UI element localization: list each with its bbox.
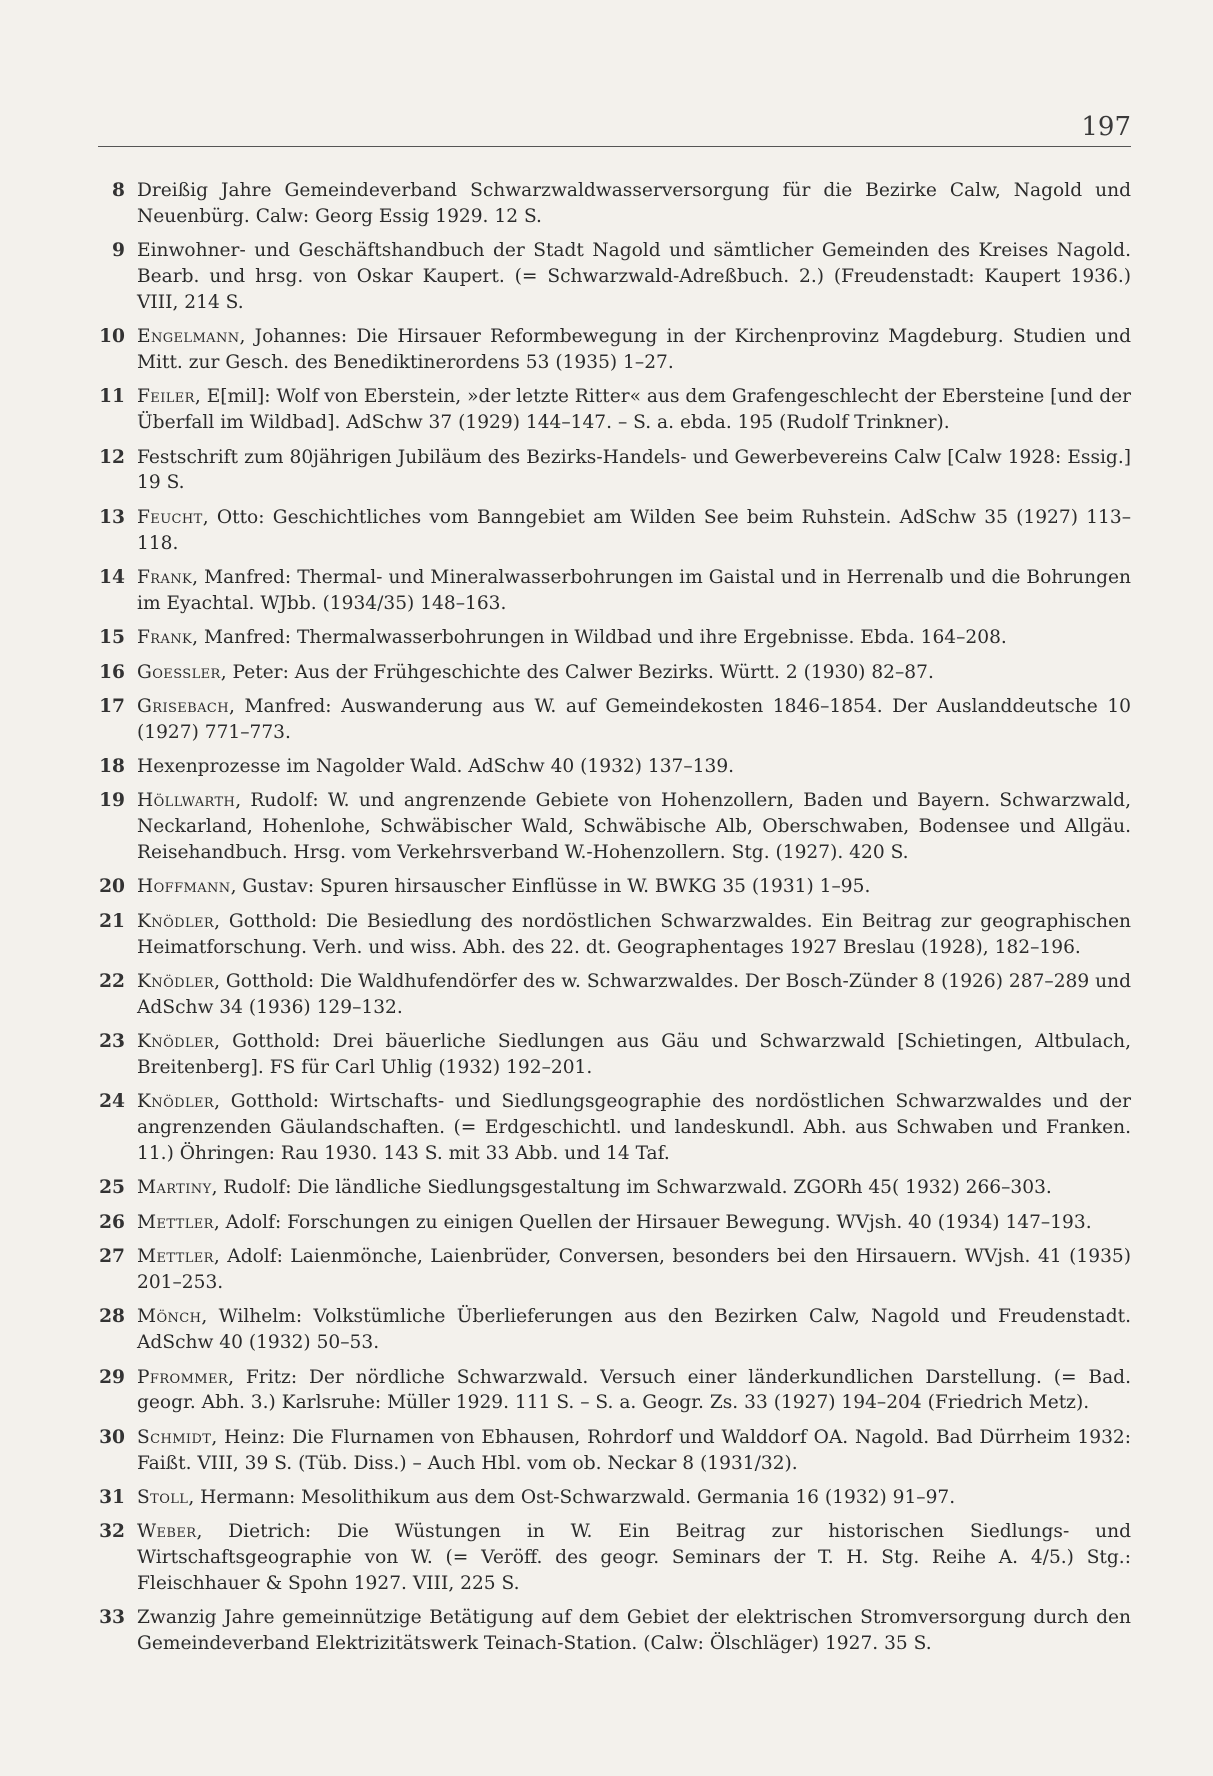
- entry-text: , Hermann: Mesolithikum aus dem Ost-Schwarzwald. Germania 16 (1932) 91–97.: [188, 1486, 956, 1508]
- bibliography-entry: [98, 874, 1131, 900]
- bibliography-entry: [98, 1244, 1131, 1296]
- entry-author: Frank: [137, 627, 193, 649]
- entry-text: Festschrift zum 80jährigen Jubiläum des Bezirks-Handels- und Gewerbevereins Calw [Calw 1928: Essig.] 19 S.: [137, 446, 1131, 494]
- entry-text: , Wilhelm: Volkstümliche Überlieferungen aus den Bezirken Calw, Nagold und Freudenstadt. AdSchw 40 (1932) 50–53.: [137, 1306, 1131, 1354]
- entry-number: 11: [99, 386, 125, 408]
- entry-text: , Heinz: Die Flurnamen von Ebhausen, Rohrdorf und Walddorf OA. Nagold. Bad Dürrheim 1932: Faißt. VIII, 39 S. (Tüb. Diss.) – Auch Hbl. vom ob. Neckar 8 (1931/32).: [137, 1426, 1131, 1474]
- entry-author: Feiler: [137, 386, 195, 408]
- entry-author: Feucht: [137, 506, 203, 528]
- entry-number: 8: [112, 180, 125, 201]
- bibliography-entry: [98, 625, 1131, 651]
- entry-number: 30: [99, 1426, 125, 1448]
- entry-number: 29: [99, 1366, 125, 1388]
- bibliography-entry: [98, 324, 1131, 376]
- entry-author: Hoffmann: [137, 876, 231, 898]
- entry-author: Höllwarth: [137, 790, 236, 812]
- entry-number: 20: [99, 876, 125, 898]
- entry-text: Dreißig Jahre Gemeindeverband Schwarzwaldwasserversorgung für die Bezirke Calw, Nagold und Neuenbürg. Calw: Georg Essig 1929. 12 S.: [137, 180, 1131, 227]
- entry-text: , Johannes: Die Hirsauer Reformbewegung in der Kirchenprovinz Magdeburg. Studien und Mitt. zur Gesch. des Benediktinerordens 53 (1935) 1–27.: [137, 326, 1131, 373]
- entry-text: Zwanzig Jahre gemeinnützige Betätigung auf dem Gebiet der elektrischen Stromversorgung durch den Gemeindeverband Elektrizitätswerk Teinach-Station. (Calw: Ölschläger) 1927. 35 S.: [137, 1607, 1131, 1655]
- entry-number: 21: [99, 910, 125, 932]
- entry-text: , Gotthold: Drei bäuerliche Siedlungen aus Gäu und Schwarzwald [Schietingen, Altbulach, Breitenberg]. FS für Carl Uhlig (1932) 192–201.: [137, 1031, 1131, 1079]
- bibliography-entry: [98, 445, 1131, 497]
- entry-text: , Gotthold: Wirtschafts- und Siedlungsgeographie des nordöstlichen Schwarzwaldes und der angrenzenden Gäulandschaften. (= Erdgeschichtl. und landeskundl. Abh. aus Schwaben und Franken. 11.) Öhringen: Rau 1930. 143 S. mit 33 Abb. und 14 Taf.: [137, 1091, 1131, 1164]
- entry-number: 28: [99, 1306, 125, 1328]
- bibliography-entry: [98, 694, 1131, 746]
- bibliography-entry: [98, 1175, 1131, 1201]
- entry-author: Mettler: [137, 1246, 214, 1268]
- bibliography-entry: [98, 969, 1131, 1021]
- entry-text: , Rudolf: W. und angrenzende Gebiete von Hohenzollern, Baden und Bayern. Schwarzwald, Neckarland, Hohenlohe, Schwäbischer Wald, Schwäbische Alb, Oberschwaben, Bodensee und Allgäu. Reisehandbuch. Hrsg. vom Verkehrsverband W.-Hohenzollern. Stg. (1927). 420 S.: [137, 790, 1131, 864]
- entry-text: , Gotthold: Die Waldhufendörfer des w. Schwarzwaldes. Der Bosch-Zünder 8 (1926) 287–289 und AdSchw 34 (1936) 129–132.: [137, 971, 1131, 1018]
- header-rule: [98, 146, 1131, 147]
- bibliography-entry: [98, 909, 1131, 961]
- entry-number: 22: [99, 971, 125, 993]
- entry-text: , Manfred: Thermalwasserbohrungen in Wildbad und ihre Ergebnisse. Ebda. 164–208.: [192, 627, 1007, 649]
- bibliography-entry: [98, 178, 1131, 230]
- entry-author: Stoll: [137, 1486, 189, 1508]
- bibliography-list: [98, 178, 1131, 1665]
- bibliography-entry: [98, 1425, 1131, 1477]
- entry-number: 24: [99, 1091, 125, 1113]
- entry-text: , Adolf: Forschungen zu einigen Quellen der Hirsauer Bewegung. WVjsh. 40 (1934) 147–193.: [213, 1211, 1092, 1233]
- entry-author: Mönch: [137, 1306, 202, 1328]
- entry-number: 27: [99, 1246, 125, 1268]
- entry-author: Engelmann: [137, 326, 240, 348]
- entry-author: Frank: [137, 566, 193, 588]
- entry-author: Knödler: [137, 971, 215, 993]
- entry-author: Pfrommer: [137, 1366, 229, 1388]
- bibliography-entry: [98, 1089, 1131, 1166]
- entry-text: , Rudolf: Die ländliche Siedlungsgestaltung im Schwarzwald. ZGORh 45( 1932) 266–303.: [211, 1177, 1052, 1199]
- bibliography-entry: [98, 754, 1131, 780]
- page-number: 197: [1081, 112, 1131, 142]
- bibliography-entry: [98, 384, 1131, 436]
- bibliography-entry: [98, 1365, 1131, 1417]
- entry-text: , Gustav: Spuren hirsauscher Einflüsse in W. BWKG 35 (1931) 1–95.: [230, 876, 871, 898]
- entry-number: 16: [99, 661, 125, 683]
- bibliography-entry: [98, 1605, 1131, 1657]
- bibliography-entry: [98, 1304, 1131, 1356]
- entry-author: Knödler: [137, 1031, 215, 1053]
- entry-text: , Dietrich: Die Wüstungen in W. Ein Beitrag zur historischen Siedlungs- und Wirtschaftsgeographie von W. (= Veröff. des geogr. Seminars der T. H. Stg. Reihe A. 4/5.) Stg.: Fleischhauer & Spohn 1927. VIII, 225 S.: [137, 1521, 1131, 1594]
- entry-author: Martiny: [137, 1177, 212, 1199]
- entry-author: Grisebach: [137, 695, 229, 717]
- entry-text: , Otto: Geschichtliches vom Banngebiet am Wilden See beim Ruhstein. AdSchw 35 (1927) 113–118.: [137, 506, 1131, 554]
- entry-text: , E[mil]: Wolf von Eberstein, »der letzte Ritter« aus dem Grafengeschlecht der Ebersteine [und der Überfall im Wildbad]. AdSchw 37 (1929) 144–147. – S. a. ebda. 195 (Rudolf Trinkner).: [137, 386, 1131, 434]
- entry-text: Einwohner- und Geschäftshandbuch der Stadt Nagold und sämtlicher Gemeinden des Kreises Nagold. Bearb. und hrsg. von Oskar Kaupert. (= Schwarzwald-Adreßbuch. 2.) (Freudenstadt: Kaupert 1936.) VIII, 214 S.: [137, 240, 1131, 313]
- entry-text: , Adolf: Laienmönche, Laienbrüder, Conversen, besonders bei den Hirsauern. WVjsh. 41 (1935) 201–253.: [137, 1246, 1131, 1293]
- entry-number: 32: [99, 1521, 125, 1543]
- entry-number: 12: [99, 446, 125, 468]
- entry-number: 31: [99, 1486, 125, 1508]
- bibliography-entry: [98, 1210, 1131, 1236]
- entry-number: 19: [99, 790, 125, 812]
- entry-author: Goessler: [137, 661, 221, 683]
- entry-number: 33: [99, 1607, 125, 1629]
- entry-number: 17: [99, 695, 125, 717]
- entry-text: , Gotthold: Die Besiedlung des nordöstlichen Schwarzwaldes. Ein Beitrag zur geographischen Heimatforschung. Verh. und wiss. Abh. des 22. dt. Geographentages 1927 Breslau (1928), 182–196.: [137, 910, 1131, 958]
- entry-number: 23: [99, 1031, 125, 1053]
- entry-number: 15: [99, 627, 125, 649]
- bibliography-entry: [98, 660, 1131, 686]
- bibliography-entry: [98, 565, 1131, 617]
- entry-author: Weber: [137, 1521, 197, 1543]
- entry-text: , Peter: Aus der Frühgeschichte des Calwer Bezirks. Württ. 2 (1930) 82–87.: [220, 661, 934, 683]
- entry-number: 18: [99, 756, 125, 778]
- bibliography-entry: [98, 1485, 1131, 1511]
- entry-author: Knödler: [137, 910, 215, 932]
- entry-number: 25: [99, 1177, 125, 1199]
- entry-number: 9: [112, 240, 125, 262]
- entry-author: Knödler: [137, 1091, 215, 1113]
- entry-number: 10: [99, 326, 125, 348]
- entry-author: Schmidt: [137, 1426, 212, 1448]
- bibliography-entry: [98, 1029, 1131, 1081]
- entry-text: , Manfred: Thermal- und Mineralwasserbohrungen im Gaistal und in Herrenalb und die Bohrungen im Eyachtal. WJbb. (1934/35) 148–163.: [137, 566, 1131, 614]
- entry-author: Mettler: [137, 1211, 214, 1233]
- entry-number: 14: [99, 566, 125, 588]
- bibliography-entry: [98, 238, 1131, 315]
- bibliography-entry: [98, 788, 1131, 865]
- entry-text: , Fritz: Der nördliche Schwarzwald. Versuch einer länderkundlichen Darstellung. (= Bad. geogr. Abh. 3.) Karlsruhe: Müller 1929. 111 S. – S. a. Geogr. Zs. 33 (1927) 194–204 (Friedrich Metz).: [137, 1366, 1131, 1414]
- entry-text: , Manfred: Auswanderung aus W. auf Gemeindekosten 1846–1854. Der Auslanddeutsche 10 (1927) 771–773.: [137, 695, 1131, 743]
- entry-text: Hexenprozesse im Nagolder Wald. AdSchw 40 (1932) 137–139.: [137, 756, 735, 778]
- entry-number: 26: [99, 1211, 125, 1233]
- bibliography-entry: [98, 505, 1131, 557]
- bibliography-entry: [98, 1519, 1131, 1596]
- entry-number: 13: [99, 506, 125, 528]
